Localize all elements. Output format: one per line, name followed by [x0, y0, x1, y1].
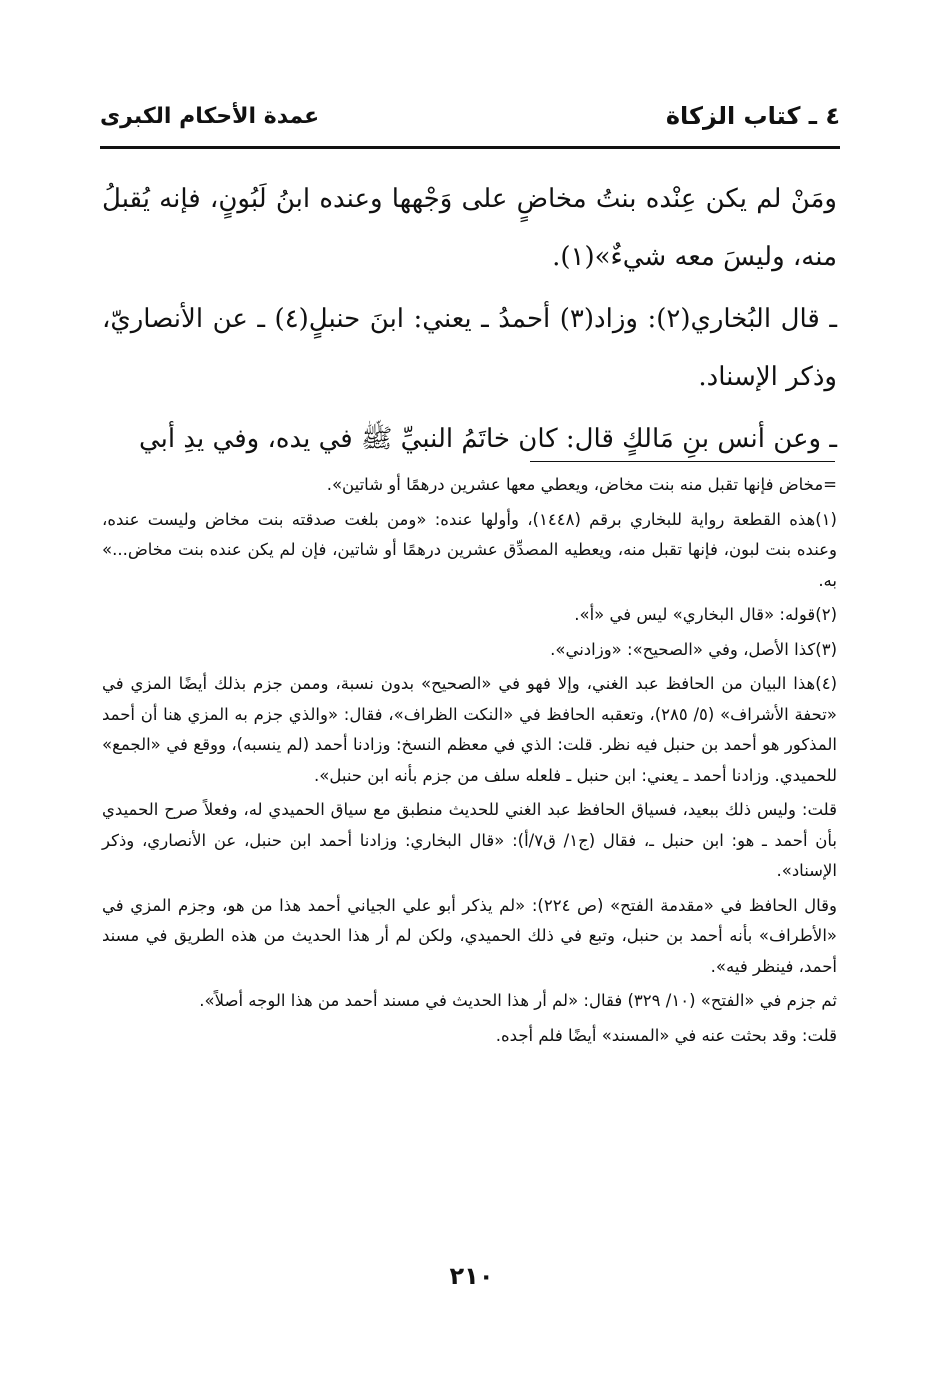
footnote-4-conclusion: قلت: وقد بحثت عنه في «المسند» أيضًا فلم أجده.: [495, 1025, 837, 1045]
header-divider: [100, 146, 840, 149]
footnotes: [102, 470, 837, 1055]
footnote-1: (١)هذه القطعة رواية للبخاري برقم (١٤٤٨)، وأولها عنده: «ومن بلغت صدقته بنت مخاض وليست عنده، وعنده بنت لبون، فإنها تقبل منه، ويعطيه المصدِّق عشرين درهمًا أو شاتين، فإن لم يكن عنده بنت مخاض...» به.: [102, 509, 837, 590]
main-paragraph: ـ قال البُخاري(٢): وزاد(٣) أحمدُ ـ يعني: ابنَ حنبلٍ(٤) ـ عن الأنصاريّ، وذكر الإسناد.: [102, 304, 837, 392]
main-paragraph: ومَنْ لم يكن عِنْده بنتُ مخاضٍ على وَجْهها وعنده ابنُ لَبُونٍ، فإنه يُقبلُ منه، وليسَ معه شيءٌ»(١).: [102, 184, 837, 272]
footnote-4: (٤)هذا البيان من الحافظ عبد الغني، وإلا فهو في «الصحيح» بدون نسبة، وممن جزم بذلك أيضًا المزي في «تحفة الأشراف» (٥/ ٢٨٥)، وتعقبه الحافظ في «النكت الظراف»، فقال: «والذي جزم به المزي هنا أن أحمد المذكور هو أحمد بن حنبل فيه نظر. قلت: الذي في معظم النسخ: وزادنا أحمد (لم ينسبه)، ووقع في «الجمع» للحميدي. وزادنا أحمد ـ يعني: ابن حنبل ـ فلعله سلف من جزم بأنه ابن حنبل».: [102, 674, 837, 785]
footnote-separator: [530, 461, 835, 462]
footnote-2: (٢)قوله: «قال البخاري» ليس في «أ».: [574, 605, 837, 624]
footnote-4-quote: وقال الحافظ في «مقدمة الفتح» (ص ٢٢٤): «لم يذكر أبو علي الجياني أحمد هذا من هو، وجزم المزي في «الأطراف» بأنه أحمد بن حنبل، وتبع في ذلك الحميدي، ولكن لم أر هذا الحديث من هذه الطريق في مسند أحمد، فينظر فيه».: [102, 895, 837, 976]
running-header: [100, 98, 840, 146]
footnote-4-comment: قلت: وليس ذلك ببعيد، فسياق الحافظ عبد الغني للحديث منطبق مع سياق الحميدي له، وفعلاً صرح الحميدي بأن أحمد ـ هو: ابن حنبل ـ، فقال (ج١/ ق٧/أ): «قال البخاري: وزادنا أحمد ابن حنبل، عن الأنصاري، وذكر الإسناد».: [102, 800, 837, 880]
chapter-title: ٤ ـ كتاب الزكاة: [665, 102, 840, 130]
main-paragraph: ـ وعن أنس بنِ مَالكٍ قال: كان خاتَمُ النبيِّ ﷺ في يده، وفي يدِ أبي: [138, 424, 837, 454]
footnote-4-fath: ثم جزم في «الفتح» (١٠/ ٣٢٩) فقال: «لم أر هذا الحديث في مسند أحمد من هذا الوجه أصلاً».: [199, 991, 837, 1010]
footnote-continuation: =مخاض فإنها تقبل منه بنت مخاض، ويعطي معها عشرين درهمًا أو شاتين».: [326, 475, 837, 494]
book-title: عمدة الأحكام الكبرى: [100, 104, 320, 129]
main-text: [102, 170, 837, 472]
page-number: ٢١٠: [449, 1262, 494, 1290]
footnote-3: (٣)كذا الأصل، وفي «الصحيح»: «وزادني».: [550, 639, 837, 659]
